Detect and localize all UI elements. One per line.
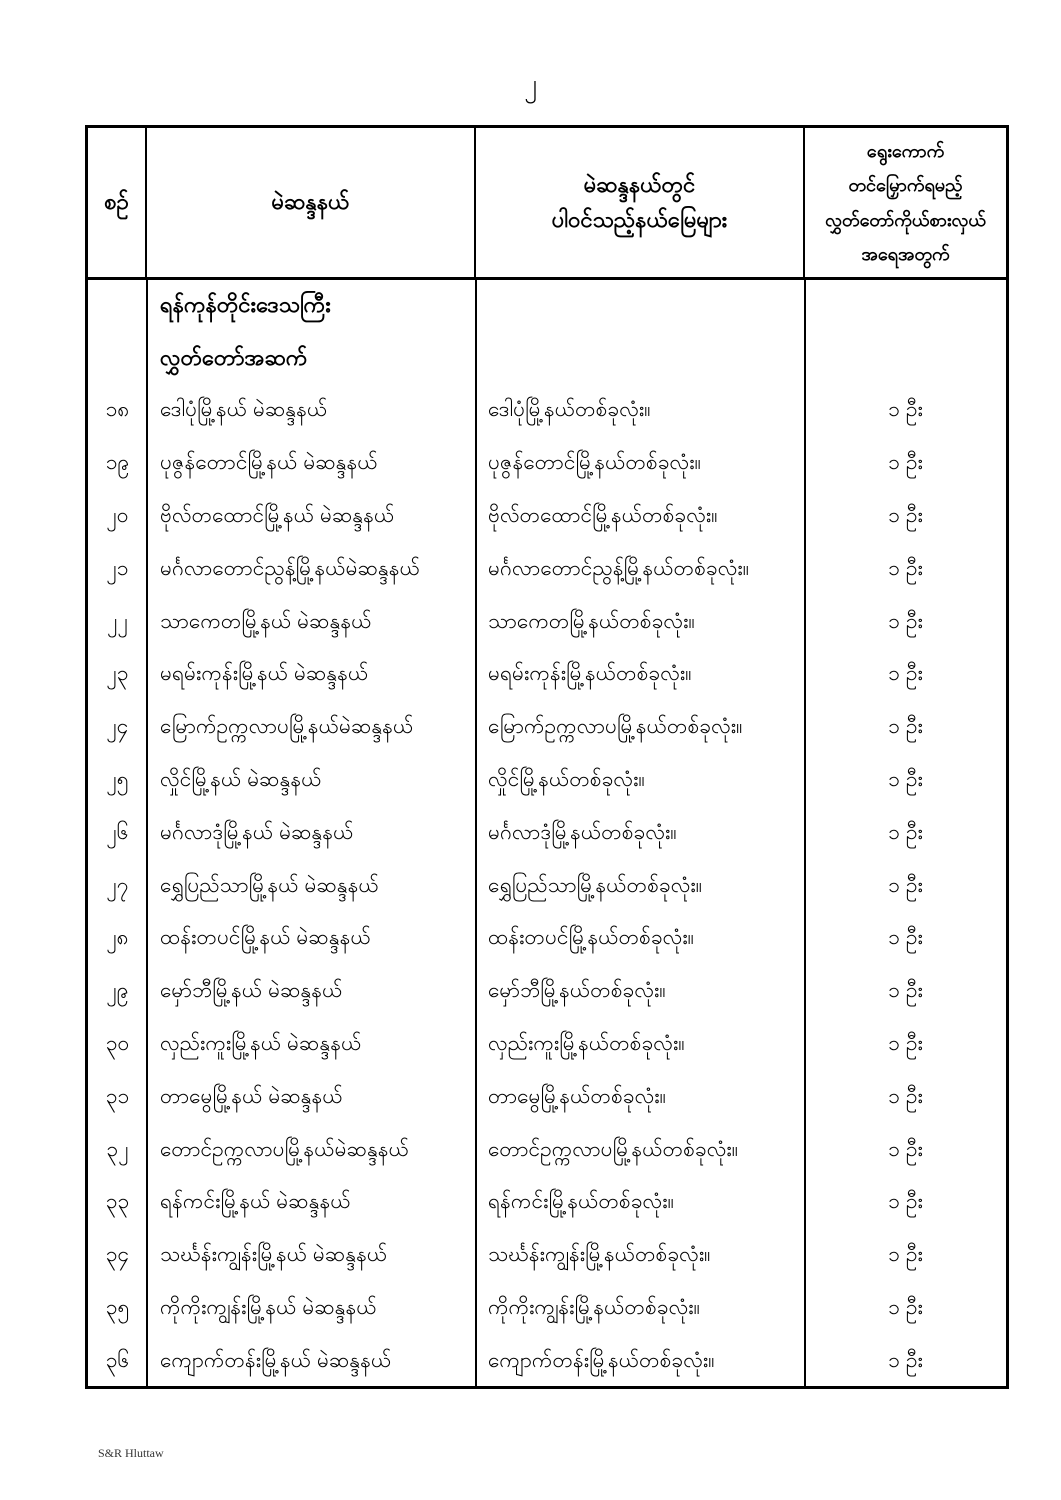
row-serial: ၃၆: [105, 1348, 130, 1372]
table-row: [88, 1072, 1006, 1125]
table-row: [88, 1336, 1006, 1386]
row-serial: ၂၆: [106, 820, 129, 844]
row-areas: တာမွေမြို့နယ်တစ်ခုလုံး။: [488, 1084, 666, 1108]
table-row: [88, 597, 1006, 650]
row-serial: ၁၉: [105, 451, 130, 475]
column-divider: [146, 280, 148, 1386]
row-representative-count: ၁ ဦး: [888, 715, 923, 739]
row-areas: မှော်ဘီမြို့နယ်တစ်ခုလုံး။: [488, 979, 666, 1003]
row-serial: ၂၈: [106, 926, 129, 950]
table-row: [88, 966, 1006, 1019]
table-row: [88, 755, 1006, 808]
table-row: [88, 808, 1006, 861]
table-row: [88, 386, 1006, 439]
table-row: [88, 1125, 1006, 1178]
row-constituency: တောင်ဥက္ကလာပမြို့နယ်မဲဆန္ဒနယ်: [160, 1137, 410, 1161]
row-representative-count: ၁ ဦး: [888, 926, 923, 950]
row-constituency: ရန်ကင်းမြို့နယ် မဲဆန္ဒနယ်: [160, 1190, 351, 1214]
header-representatives-line1: ရွေးကောက်: [866, 141, 945, 162]
column-divider: [804, 280, 806, 1386]
row-constituency: မင်္ဂလာတောင်ညွန့်မြို့နယ်မဲဆန္ဒနယ်: [160, 556, 421, 580]
row-constituency: တာမွေမြို့နယ် မဲဆန္ဒနယ်: [160, 1084, 343, 1108]
row-representative-count: ၁ ဦး: [888, 1190, 923, 1214]
table-row: [88, 544, 1006, 597]
table-row: [88, 861, 1006, 914]
row-constituency: လှည်းကူးမြို့နယ် မဲဆန္ဒနယ်: [160, 1032, 362, 1056]
row-constituency: မြောက်ဥက္ကလာပမြို့နယ်မဲဆန္ဒနယ်: [160, 715, 414, 739]
row-constituency: မှော်ဘီမြို့နယ် မဲဆန္ဒနယ်: [160, 979, 343, 1003]
row-areas: မရမ်းကုန်းမြို့နယ်တစ်ခုလုံး။: [488, 662, 692, 686]
row-constituency: ထန်းတပင်မြို့နယ် မဲဆန္ဒနယ်: [160, 926, 371, 950]
row-representative-count: ၁ ဦး: [888, 662, 923, 686]
row-serial: ၂၁: [106, 556, 129, 580]
row-serial: ၂၃: [106, 662, 129, 686]
row-serial: ၂၅: [106, 768, 129, 792]
row-serial: ၃၅: [105, 1296, 130, 1320]
row-serial: ၂၄: [106, 715, 129, 739]
column-divider: [475, 280, 477, 1386]
row-areas: မင်္ဂလာတောင်ညွန့်မြို့နယ်တစ်ခုလုံး။: [488, 556, 750, 580]
row-serial: ၃၄: [105, 1243, 130, 1267]
row-representative-count: ၁ ဦး: [888, 556, 923, 580]
row-representative-count: ၁ ဦး: [888, 873, 923, 897]
row-representative-count: ၁ ဦး: [888, 1296, 923, 1320]
row-serial: ၃၂: [106, 1137, 129, 1161]
row-areas: ထန်းတပင်မြို့နယ်တစ်ခုလုံး။: [488, 926, 695, 950]
table-row: [88, 914, 1006, 967]
row-representative-count: ၁ ဦး: [888, 504, 923, 528]
row-serial: ၂၉: [106, 979, 129, 1003]
row-areas: တောင်ဥက္ကလာပမြို့နယ်တစ်ခုလုံး။: [488, 1137, 739, 1161]
table-body-lines: [88, 280, 1006, 1386]
header-representatives-line4: အရေအတွက်: [861, 243, 950, 264]
header-representatives-line2: တင်မြှောက်ရမည့်: [848, 175, 963, 196]
row-areas: မြောက်ဥက္ကလာပမြို့နယ်တစ်ခုလုံး။: [488, 715, 743, 739]
footer-note: S&R Hluttaw: [98, 1446, 164, 1460]
section-header-row: [88, 280, 1006, 333]
header-representatives: [805, 128, 1006, 277]
row-areas: ကိုကိုးကျွန်းမြို့နယ်တစ်ခုလုံး။: [488, 1296, 700, 1320]
row-representative-count: ၁ ဦး: [888, 609, 923, 633]
row-areas: ဗိုလ်တထောင်မြို့နယ်တစ်ခုလုံး။: [488, 504, 718, 528]
row-areas: ကျောက်တန်းမြို့နယ်တစ်ခုလုံး။: [488, 1348, 715, 1372]
row-constituency: ပုဇွန်တောင်မြို့နယ် မဲဆန္ဒနယ်: [160, 451, 378, 475]
row-areas: လှည်းကူးမြို့နယ်တစ်ခုလုံး။: [488, 1032, 685, 1056]
row-areas: ရွှေပြည်သာမြို့နယ်တစ်ခုလုံး။: [488, 873, 703, 897]
row-areas: ပုဇွန်တောင်မြို့နယ်တစ်ခုလုံး။: [488, 451, 701, 475]
header-areas-line2: ပါဝင်သည့်နယ်မြေများ: [551, 206, 728, 232]
row-representative-count: ၁ ဦး: [888, 1348, 923, 1372]
row-areas: လှိုင်မြို့နယ်တစ်ခုလုံး။: [488, 768, 645, 792]
header-areas: [476, 128, 805, 277]
table-row: [88, 438, 1006, 491]
table-row: [88, 1019, 1006, 1072]
row-serial: ၃၃: [105, 1190, 130, 1214]
row-representative-count: ၁ ဦး: [888, 979, 923, 1003]
row-areas: ဒေါပုံမြို့နယ်တစ်ခုလုံး။: [488, 398, 651, 422]
row-constituency: ဗိုလ်တထောင်မြို့နယ် မဲဆန္ဒနယ်: [160, 504, 395, 528]
header-representatives-line3: လွှတ်တော်ကိုယ်စားလှယ်: [825, 209, 986, 230]
row-serial: ၂၀: [106, 504, 129, 528]
section-title-line1: ရန်ကုန်တိုင်းဒေသကြီး: [160, 291, 331, 317]
row-constituency: မရမ်းကုန်းမြို့နယ် မဲဆန္ဒနယ်: [160, 662, 369, 686]
row-constituency: ကျောက်တန်းမြို့နယ် မဲဆန္ဒနယ်: [160, 1348, 392, 1372]
row-representative-count: ၁ ဦး: [888, 1084, 923, 1108]
row-constituency: ရွှေပြည်သာမြို့နယ် မဲဆန္ဒနယ်: [160, 873, 379, 897]
table-row: [88, 491, 1006, 544]
row-areas: သာကေတမြို့နယ်တစ်ခုလုံး။: [488, 609, 695, 633]
page-number: ၂: [524, 68, 537, 98]
constituency-table: [85, 125, 1009, 1389]
table-row: [88, 650, 1006, 703]
row-constituency: သင်္ဃန်းကျွန်းမြို့နယ် မဲဆန္ဒနယ်: [160, 1243, 388, 1267]
table-row: [88, 1283, 1006, 1336]
table-body: [88, 280, 1006, 1386]
table-row: [88, 1178, 1006, 1231]
row-constituency: သာကေတမြို့နယ် မဲဆန္ဒနယ်: [160, 609, 372, 633]
row-constituency: ကိုကိုးကျွန်းမြို့နယ် မဲဆန္ဒနယ်: [160, 1296, 377, 1320]
row-serial: ၃၀: [105, 1032, 130, 1056]
header-areas-line1: မဲဆန္ဒနယ်တွင်: [583, 172, 696, 198]
row-constituency: ဒေါပုံမြို့နယ် မဲဆန္ဒနယ်: [160, 398, 328, 422]
row-areas: ရန်ကင်းမြို့နယ်တစ်ခုလုံး။: [488, 1190, 674, 1214]
section-header-row: [88, 333, 1006, 386]
table-row: [88, 1230, 1006, 1283]
row-serial: ၂၂: [107, 609, 128, 633]
row-areas: မင်္ဂလာဒုံမြို့နယ်တစ်ခုလုံး။: [488, 820, 677, 844]
table-row: [88, 702, 1006, 755]
table-header-row: [88, 128, 1006, 280]
row-areas: သင်္ဃန်းကျွန်းမြို့နယ်တစ်ခုလုံး။: [488, 1243, 711, 1267]
row-representative-count: ၁ ဦး: [888, 768, 923, 792]
row-constituency: လှိုင်မြို့နယ် မဲဆန္ဒနယ်: [160, 768, 322, 792]
row-representative-count: ၁ ဦး: [888, 820, 923, 844]
row-representative-count: ၁ ဦး: [888, 1137, 923, 1161]
row-representative-count: ၁ ဦး: [888, 1032, 923, 1056]
row-representative-count: ၁ ဦး: [888, 1243, 923, 1267]
row-serial: ၂၇: [106, 873, 129, 897]
row-representative-count: ၁ ဦး: [888, 451, 923, 475]
row-representative-count: ၁ ဦး: [888, 398, 923, 422]
header-constituency: မဲဆန္ဒနယ်: [147, 128, 476, 277]
header-serial: စဉ်: [88, 128, 147, 277]
row-constituency: မင်္ဂလာဒုံမြို့နယ် မဲဆန္ဒနယ်: [160, 820, 354, 844]
section-title-line2: လွှတ်တော်အဆက်: [160, 344, 308, 370]
row-serial: ၁၈: [105, 398, 130, 422]
row-serial: ၃၁: [105, 1084, 130, 1108]
